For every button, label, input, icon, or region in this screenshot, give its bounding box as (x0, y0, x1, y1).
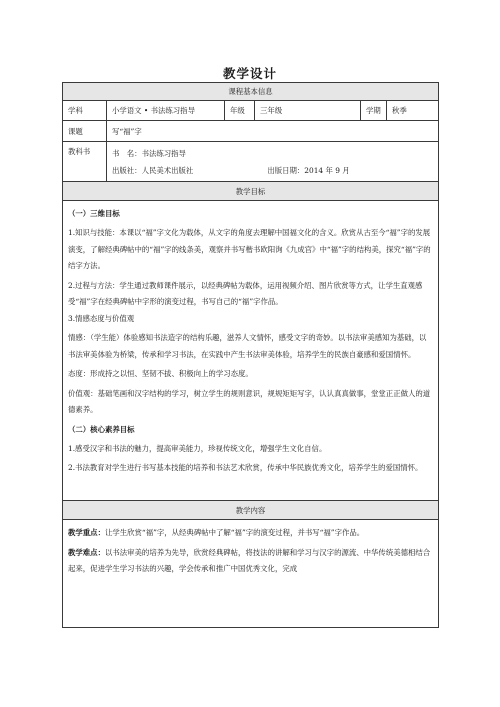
publisher-label: 出版社： (112, 165, 142, 175)
core-objective-1: 1.感受汉字和书法的魅力，提高审美能力，珍视传统文化，增强学生文化自信。 (68, 443, 327, 453)
three-dim-title: （一）三维目标 (68, 209, 120, 218)
objectives-body (63, 201, 439, 501)
pubdate-label: 出版日期： (267, 165, 305, 175)
objective-process: 2.过程与方法：学生通过教师课件展示，以经典碑帖为载体，运用视频介绍、图片欣赏等方式，让学生直观感受“福”字在经典碑帖中字形的演变过程，书写自己的“福”字作品。 (68, 280, 423, 306)
grade-label: 年级 (225, 101, 255, 121)
topic-label: 课题 (63, 121, 107, 142)
book-name-value: 书法练习指导 (141, 148, 186, 158)
objective-emotion-title: 3.情感态度与价值观 (68, 313, 135, 323)
pubdate-value: 2014 年 9 月 (304, 165, 350, 175)
grade-value: 三年级 (255, 101, 361, 121)
term-value: 秋季 (387, 101, 439, 121)
key-point-text: 让学生欣赏“福”字，从经典碑帖中了解“福”字的演变过程，并书写“福”字作品。 (104, 528, 365, 537)
book-name-label: 书 名： (112, 148, 142, 158)
lesson-plan-table (62, 82, 439, 628)
document-title: 教学设计 (222, 66, 277, 81)
basic-info-header: 课程基本信息 (63, 83, 439, 101)
content-header: 教学内容 (63, 501, 439, 520)
core-objective-2: 2.书法教育对学生进行书写基本技能的培养和书法艺术欣赏，传承中华民族优秀文化，培养学生的爱国情怀。 (68, 463, 423, 472)
subject-value: 小学语文 • 书法练习指导 (107, 101, 225, 121)
objective-values: 价值观：基础笔画和汉字结构的学习，树立学生的规则意识，规规矩矩写字，认认真真做事，堂堂正正做人的道德素养。 (68, 388, 431, 414)
subject-label: 学科 (63, 101, 107, 121)
objective-attitude: 态度：形成持之以恒、坚韧不拔、积极向上的学习态度。 (68, 369, 253, 378)
content-body (63, 520, 439, 628)
difficulty-label: 教学难点： (68, 547, 105, 557)
key-point-label: 教学重点： (68, 528, 105, 537)
topic-value: 写“福”字 (107, 121, 439, 142)
core-literacy-title: （二）核心素养目标 (68, 424, 135, 434)
objectives-header: 教学目标 (63, 182, 439, 201)
objective-knowledge: 1.知识与技能：本课以“福”字文化为载体，从文字的角度去理解中国福文化的含义。欣赏从古至今“福”字的发展演变，了解经典碑帖中的“福”字的线条美，观察并书写楷书欧阳询《九成宫》中“福”字的结构美，探究“福”字的结字方法。 (68, 228, 431, 270)
textbook-label: 教科书 (63, 142, 107, 182)
term-label: 学期 (361, 101, 387, 121)
textbook-info (107, 142, 439, 182)
objective-emotion: 情感：（学生能）体验感知书法造字的结构乐趣，滋养人文情怀，感受文字的奇妙。以书法审美感知为基础，以书法审美体验为桥梁，传承和学习书法，在实践中产生书法审美体验，培养学生的民族自豪感和爱国情怀。 (68, 333, 427, 359)
difficulty-text: 以书法审美的培养为先导，欣赏经典碑帖，将技法的讲解和学习与汉字的源流、中华传统美德相结合起来，促进学生学习书法的兴趣，学会传承和推广中国优秀文化，完成 (68, 547, 431, 573)
publisher-value: 人民美术出版社 (141, 165, 194, 175)
